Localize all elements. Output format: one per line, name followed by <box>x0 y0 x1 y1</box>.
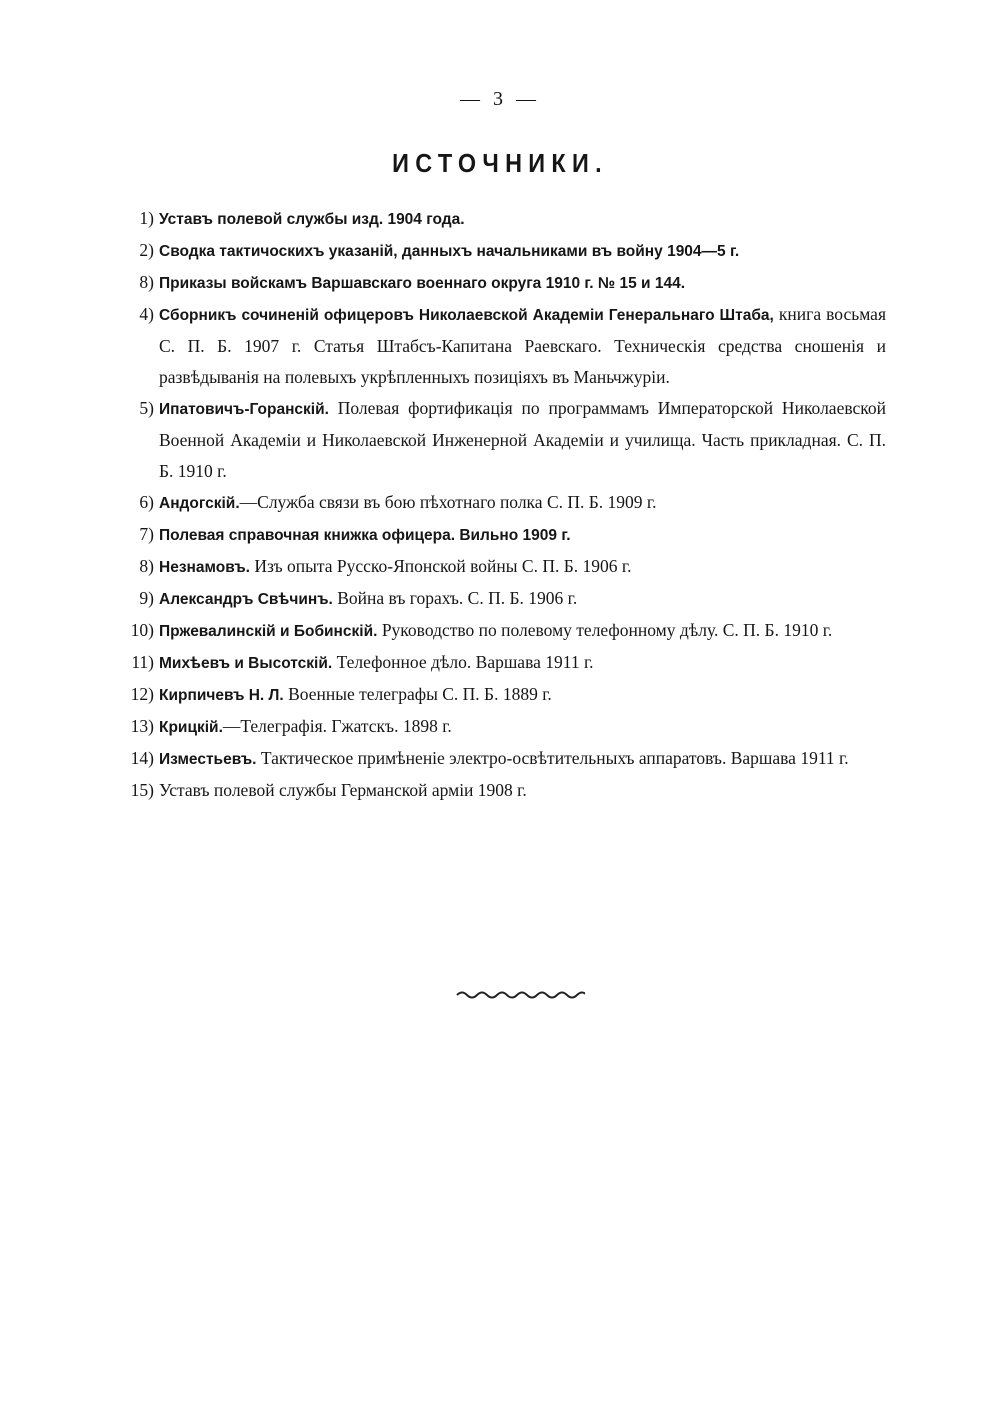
item-number: 8) <box>139 556 154 576</box>
item-number: 7) <box>139 524 154 544</box>
item-title: Уставъ полевой службы Германской арміи 1908 г. <box>159 780 527 800</box>
list-item <box>110 487 886 519</box>
list-item <box>110 711 886 743</box>
item-title: книга восьмая С. П. Б. 1907 г. Статья Штабсъ-Капитана Раевскаго. Техническія средства сношенія и развѣдыванія на полевыхъ укрѣпленныхъ позиціяхъ въ Маньчжуріи. <box>159 304 886 387</box>
item-author: Андогскій. <box>159 495 240 512</box>
item-text <box>159 203 886 235</box>
item-text <box>159 487 886 519</box>
item-number: 6) <box>139 492 154 512</box>
item-author: Приказы войскамъ Варшавскаго военнаго округа 1910 г. № 15 и 144. <box>159 275 686 292</box>
list-item <box>110 647 886 679</box>
item-author: Полевая справочная книжка офицера. Вильно 1909 г. <box>159 527 571 544</box>
item-number: 15) <box>130 780 154 800</box>
list-item <box>110 583 886 615</box>
sources-list <box>110 203 886 807</box>
item-author: Сборникъ сочиненій офицеровъ Николаевской Академіи Генеральнаго Штаба, <box>159 307 774 324</box>
item-author: Михѣевъ и Высотскій. <box>159 655 333 672</box>
item-text <box>159 583 886 615</box>
item-title: Руководство по полевому телефонному дѣлу. С. П. Б. 1910 г. <box>377 620 833 640</box>
list-item <box>110 299 886 393</box>
item-text <box>159 615 886 647</box>
item-author: Ипатовичъ-Горанскій. <box>159 401 329 418</box>
item-text <box>159 299 886 393</box>
item-author: Изместьевъ. <box>159 751 257 768</box>
list-item <box>110 393 886 487</box>
item-number: 13) <box>130 716 154 736</box>
item-title: —Служба связи въ бою пѣхотнаго полка С. П. Б. 1909 г. <box>239 492 657 512</box>
item-title: Полевая фортификація по программамъ Императорской Николаевской Военной Академіи и Николаевской Инженерной Академіи и училища. Часть прикладная. С. П. Б. 1910 г. <box>159 398 886 481</box>
item-title: Телефонное дѣло. Варшава 1911 г. <box>332 652 594 672</box>
list-item <box>110 203 886 235</box>
list-item <box>110 235 886 267</box>
item-author: Уставъ полевой службы изд. 1904 года. <box>159 211 465 228</box>
item-author: Крицкій. <box>159 719 223 736</box>
item-number: 14) <box>130 748 154 768</box>
list-item <box>110 679 886 711</box>
item-text <box>159 679 886 711</box>
item-number: 11) <box>131 652 154 672</box>
list-item <box>110 743 886 775</box>
list-item <box>110 775 886 807</box>
item-number: 9) <box>139 588 154 608</box>
list-item <box>110 551 886 583</box>
list-item <box>110 615 886 647</box>
item-text <box>159 743 886 775</box>
item-number: 5) <box>139 398 154 418</box>
item-number: 1) <box>139 208 154 228</box>
item-title: Военные телеграфы С. П. Б. 1889 г. <box>283 684 552 704</box>
list-item <box>110 519 886 551</box>
page-title: ИСТОЧНИКИ. <box>392 148 608 178</box>
item-title: Изъ опыта Русско-Японской войны С. П. Б. 1906 г. <box>249 556 632 576</box>
item-author: Кирпичевъ Н. Л. <box>159 687 284 704</box>
item-author: Сводка тактичоскихъ указаній, данныхъ начальниками въ войну 1904—5 г. <box>159 243 740 260</box>
item-number: 2) <box>139 240 154 260</box>
item-author: Незнамовъ. <box>159 559 250 576</box>
item-text <box>159 711 886 743</box>
item-title: Война въ горахъ. С. П. Б. 1906 г. <box>332 588 578 608</box>
page-number: — 3 — <box>460 88 540 110</box>
item-number: 8) <box>139 272 154 292</box>
item-author: Пржевалинскій и Бобинскій. <box>159 623 378 640</box>
item-number: 4) <box>139 304 154 324</box>
item-text <box>159 551 886 583</box>
item-number: 12) <box>130 684 154 704</box>
item-text <box>159 647 886 679</box>
decorative-divider-ornament <box>455 988 585 1002</box>
item-text <box>159 519 886 551</box>
item-number: 10) <box>130 620 154 640</box>
item-text <box>159 393 886 487</box>
list-item <box>110 267 886 299</box>
item-text <box>159 267 886 299</box>
item-text <box>159 775 886 807</box>
item-text <box>159 235 886 267</box>
item-title: —Телеграфія. Гжатскъ. 1898 г. <box>222 716 452 736</box>
item-title: Тактическое примѣненіе электро-освѣтительныхъ аппаратовъ. Варшава 1911 г. <box>256 748 849 768</box>
item-author: Александръ Свѣчинъ. <box>159 591 333 608</box>
